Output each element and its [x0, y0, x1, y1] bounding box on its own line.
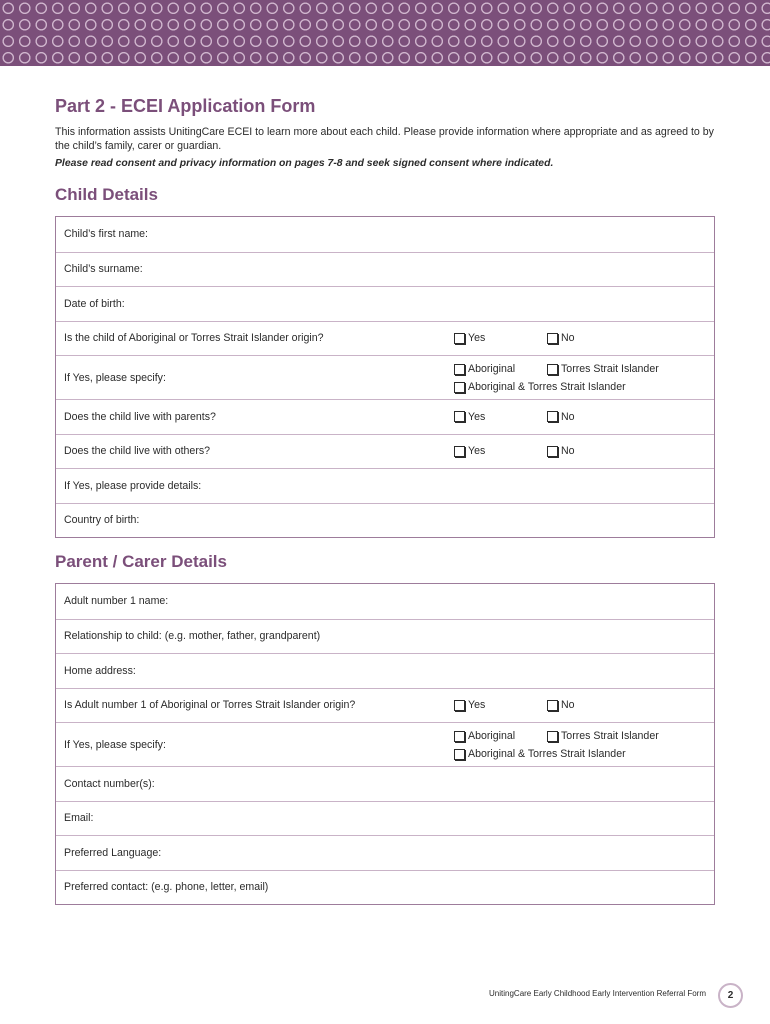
checkbox[interactable]: [547, 364, 558, 375]
child-surname-field[interactable]: [56, 252, 714, 287]
checkbox[interactable]: [454, 749, 465, 760]
field-label: Is Adult number 1 of Aboriginal or Torres Strait Islander origin?: [64, 699, 356, 712]
checkbox[interactable]: [454, 382, 465, 393]
field-label: Relationship to child: (e.g. mother, father, grandparent): [64, 630, 321, 643]
field-label: Does the child live with parents?: [64, 410, 216, 423]
child-dob-field[interactable]: [56, 286, 714, 321]
checkbox[interactable]: [547, 731, 558, 742]
parent-details-heading: Parent / Carer Details: [55, 552, 227, 571]
child-specify-row: [56, 355, 714, 399]
adult-atsi-no-option[interactable]: [547, 699, 575, 711]
child-details-field[interactable]: [56, 468, 714, 503]
field-label: Home address:: [64, 664, 136, 677]
option-label: No: [561, 445, 575, 458]
field-label: Does the child live with others?: [64, 445, 211, 458]
option-label: No: [561, 699, 575, 712]
preferred-contact-field[interactable]: [56, 870, 714, 905]
footer-form-name: UnitingCare Early Childhood Early Intervention Referral Form: [489, 989, 706, 998]
field-label: Is the child of Aboriginal or Torres Strait Islander origin?: [64, 332, 324, 345]
form-page: [55, 96, 715, 905]
field-label: Adult number 1 name:: [64, 595, 169, 608]
checkbox[interactable]: [454, 700, 465, 711]
parent-details-table: [55, 583, 715, 905]
consent-note: Please read consent and privacy information on pages 7-8 and seek signed consent where indicated.: [55, 158, 554, 169]
preferred-language-field[interactable]: [56, 835, 714, 870]
option-label: Torres Strait Islander: [561, 730, 659, 742]
option-label: Aboriginal: [468, 363, 516, 375]
checkbox[interactable]: [454, 731, 465, 742]
field-label: Preferred contact: (e.g. phone, letter, email): [64, 881, 269, 894]
checkbox[interactable]: [454, 364, 465, 375]
option-label: Aboriginal & Torres Strait Islander: [468, 381, 626, 393]
header-pattern-band: [0, 0, 770, 66]
child-details-heading: Child Details: [55, 185, 158, 204]
option-label: Yes: [468, 445, 486, 458]
email-field[interactable]: [56, 801, 714, 836]
adult-atsi-yes-option[interactable]: [454, 699, 485, 711]
option-label: Aboriginal: [468, 730, 516, 742]
child-tsi-option[interactable]: [547, 363, 659, 375]
child-live-parents-row: [56, 399, 714, 434]
child-country-field[interactable]: [56, 503, 714, 538]
adult-aboriginal-option[interactable]: [454, 730, 515, 742]
adult-name-field[interactable]: [56, 584, 714, 619]
child-aboriginal-option[interactable]: [454, 363, 515, 375]
option-label: Yes: [468, 699, 486, 712]
child-atsi-yes-option[interactable]: [454, 332, 485, 344]
child-live-others-row: [56, 434, 714, 469]
option-label: Torres Strait Islander: [561, 363, 659, 375]
live-others-yes-option[interactable]: [454, 445, 485, 457]
child-first-name-field[interactable]: [56, 217, 714, 252]
checkbox[interactable]: [547, 411, 558, 422]
option-label: Yes: [468, 410, 486, 423]
child-details-table: [55, 216, 715, 538]
field-label: Child’s surname:: [64, 263, 143, 276]
live-others-no-option[interactable]: [547, 445, 575, 457]
adult-tsi-option[interactable]: [547, 730, 659, 742]
field-label: Country of birth:: [64, 514, 140, 527]
field-label: Email:: [64, 812, 94, 825]
intro-text: This information assists UnitingCare ECEI to learn more about each child. Please provide information where appropriate and as agreed to by the child’s family, carer or guardian.: [55, 126, 714, 152]
page-number-badge: 2: [718, 983, 743, 1008]
field-label: If Yes, please provide details:: [64, 479, 202, 492]
checkbox[interactable]: [547, 700, 558, 711]
checkbox[interactable]: [547, 446, 558, 457]
checkbox[interactable]: [547, 333, 558, 344]
option-label: No: [561, 332, 575, 345]
child-atsi-no-option[interactable]: [547, 332, 575, 344]
option-label: Aboriginal & Torres Strait Islander: [468, 748, 626, 760]
field-label: If Yes, please specify:: [64, 738, 166, 751]
live-parents-no-option[interactable]: [547, 411, 575, 423]
option-label: Yes: [468, 332, 486, 345]
checkbox[interactable]: [454, 333, 465, 344]
child-atsi-origin-row: [56, 321, 714, 356]
field-label: Preferred Language:: [64, 846, 162, 859]
field-label: Child’s first name:: [64, 228, 148, 241]
relationship-field[interactable]: [56, 619, 714, 654]
home-address-field[interactable]: [56, 653, 714, 688]
page-title: Part 2 - ECEI Application Form: [55, 96, 316, 116]
contact-number-field[interactable]: [56, 766, 714, 801]
child-both-option[interactable]: [454, 381, 626, 393]
adult-specify-row: [56, 722, 714, 766]
checkbox[interactable]: [454, 446, 465, 457]
live-parents-yes-option[interactable]: [454, 411, 485, 423]
adult-atsi-origin-row: [56, 688, 714, 723]
checkbox[interactable]: [454, 411, 465, 422]
field-label: Date of birth:: [64, 297, 125, 310]
option-label: No: [561, 410, 575, 423]
field-label: If Yes, please specify:: [64, 371, 166, 384]
field-label: Contact number(s):: [64, 777, 155, 790]
adult-both-option[interactable]: [454, 748, 626, 760]
